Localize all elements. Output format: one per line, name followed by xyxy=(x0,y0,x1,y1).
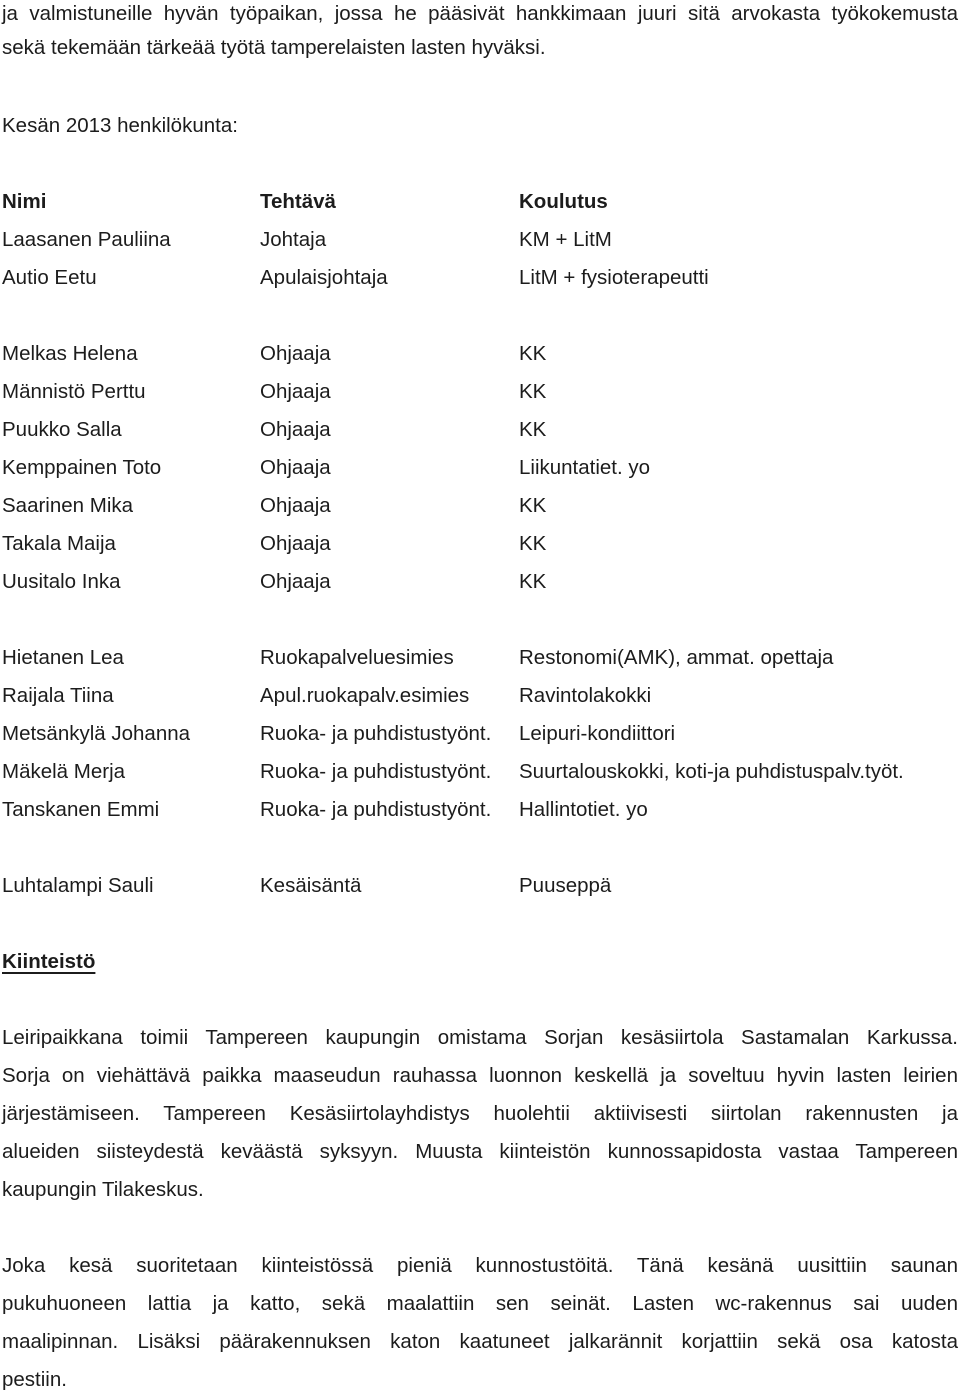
staff-education: KK xyxy=(519,418,547,441)
staff-role: Apulaisjohtaja xyxy=(260,266,388,289)
staff-education: KK xyxy=(519,380,547,403)
staff-role: Apul.ruokapalv.esimies xyxy=(260,684,470,707)
staff-name: Mäkelä Merja xyxy=(2,760,126,783)
staff-education: KK xyxy=(519,532,547,555)
table-row xyxy=(2,416,958,444)
staff-education: KK xyxy=(519,570,547,593)
staff-role: Ruoka- ja puhdistustyönt. xyxy=(260,760,492,783)
staff-name: Hietanen Lea xyxy=(2,646,124,669)
staff-name: Raijala Tiina xyxy=(2,684,114,707)
staff-education: KK xyxy=(519,494,547,517)
staff-name: Puukko Salla xyxy=(2,418,122,441)
staff-name: Uusitalo Inka xyxy=(2,570,121,593)
staff-name: Tanskanen Emmi xyxy=(2,798,160,821)
intro-line-2: sekä tekemään tärkeää työtä tamperelaisten lasten hyväksi. xyxy=(2,36,546,59)
table-row xyxy=(2,226,958,254)
paragraph-line: pestiin. xyxy=(2,1368,67,1391)
table-row xyxy=(2,492,958,520)
table-row xyxy=(2,340,958,368)
table-row xyxy=(2,682,958,710)
staff-role: Johtaja xyxy=(260,228,327,251)
staff-education: KM + LitM xyxy=(519,228,612,251)
table-row xyxy=(2,720,958,748)
table-row xyxy=(2,758,958,786)
staff-role: Ohjaaja xyxy=(260,532,331,555)
staff-education: Puuseppä xyxy=(519,874,612,897)
table-row xyxy=(2,454,958,482)
staff-education: Liikuntatiet. yo xyxy=(519,456,651,479)
table-row xyxy=(2,568,958,596)
staff-role: Ohjaaja xyxy=(260,380,331,403)
paragraph-line: pukuhuoneen lattia ja katto, sekä maalattiin sen seinät. Lasten wc-rakennus sai uuden xyxy=(2,1292,958,1315)
table-row xyxy=(2,378,958,406)
staff-role: Ohjaaja xyxy=(260,570,331,593)
staff-education: Restonomi(AMK), ammat. opettaja xyxy=(519,646,834,669)
staff-education: Suurtalouskokki, koti-ja puhdistuspalv.työt. xyxy=(519,760,904,783)
staff-education: Hallintotiet. yo xyxy=(519,798,648,821)
staff-name: Melkas Helena xyxy=(2,342,138,365)
staff-role: Ohjaaja xyxy=(260,494,331,517)
staff-education: Ravintolakokki xyxy=(519,684,652,707)
staff-heading: Kesän 2013 henkilökunta: xyxy=(2,114,238,137)
staff-name: Autio Eetu xyxy=(2,266,97,289)
paragraph-line: Leiripaikkana toimii Tampereen kaupungin omistama Sorjan kesäsiirtola Sastamalan Karkussa. xyxy=(2,1026,958,1049)
paragraph-line: Joka kesä suoritetaan kiinteistössä pieniä kunnostustöitä. Tänä kesänä uusittiin saunan xyxy=(2,1254,958,1277)
paragraph-line: alueiden siisteydestä keväästä syksyyn. Muusta kiinteistön kunnossapidosta vastaa Tampereen xyxy=(2,1140,958,1163)
staff-role: Kesäisäntä xyxy=(260,874,362,897)
staff-name: Männistö Perttu xyxy=(2,380,146,403)
paragraph-line: Sorja on viehättävä paikka maaseudun rauhassa luonnon keskellä ja soveltuu hyvin lasten leirien xyxy=(2,1064,958,1087)
column-header-education: Koulutus xyxy=(519,190,608,213)
column-header-role: Tehtävä xyxy=(260,190,336,213)
paragraph-line: kaupungin Tilakeskus. xyxy=(2,1178,204,1201)
table-row xyxy=(2,530,958,558)
column-header-name: Nimi xyxy=(2,190,47,213)
table-row xyxy=(2,796,958,824)
staff-education: LitM + fysioterapeutti xyxy=(519,266,709,289)
staff-role: Ohjaaja xyxy=(260,418,331,441)
section-heading-text: Kiinteistö xyxy=(2,950,96,973)
staff-role: Ohjaaja xyxy=(260,342,331,365)
staff-name: Laasanen Pauliina xyxy=(2,228,171,251)
staff-name: Saarinen Mika xyxy=(2,494,134,517)
paragraph-line: maalipinnan. Lisäksi päärakennuksen katon kaatuneet jalkarännit korjattiin sekä osa katosta xyxy=(2,1330,958,1353)
staff-role: Ruoka- ja puhdistustyönt. xyxy=(260,722,492,745)
table-row xyxy=(2,872,958,900)
staff-education: Leipuri-kondiittori xyxy=(519,722,676,745)
table-row xyxy=(2,644,958,672)
staff-name: Kemppainen Toto xyxy=(2,456,162,479)
section-heading-property xyxy=(2,948,958,976)
staff-education: KK xyxy=(519,342,547,365)
staff-name: Takala Maija xyxy=(2,532,116,555)
staff-table-header xyxy=(2,188,958,216)
intro-line-1: ja valmistuneille hyvän työpaikan, jossa he pääsivät hankkimaan juuri sitä arvokasta työkokemusta xyxy=(2,2,958,25)
staff-role: Ruokapalveluesimies xyxy=(260,646,454,669)
staff-name: Metsänkylä Johanna xyxy=(2,722,191,745)
paragraph-line: järjestämiseen. Tampereen Kesäsiirtolayhdistys huolehtii aktiivisesti siirtolan rakennusten ja xyxy=(2,1102,958,1125)
table-row xyxy=(2,264,958,292)
staff-role: Ohjaaja xyxy=(260,456,331,479)
staff-role: Ruoka- ja puhdistustyönt. xyxy=(260,798,492,821)
staff-name: Luhtalampi Sauli xyxy=(2,874,154,897)
